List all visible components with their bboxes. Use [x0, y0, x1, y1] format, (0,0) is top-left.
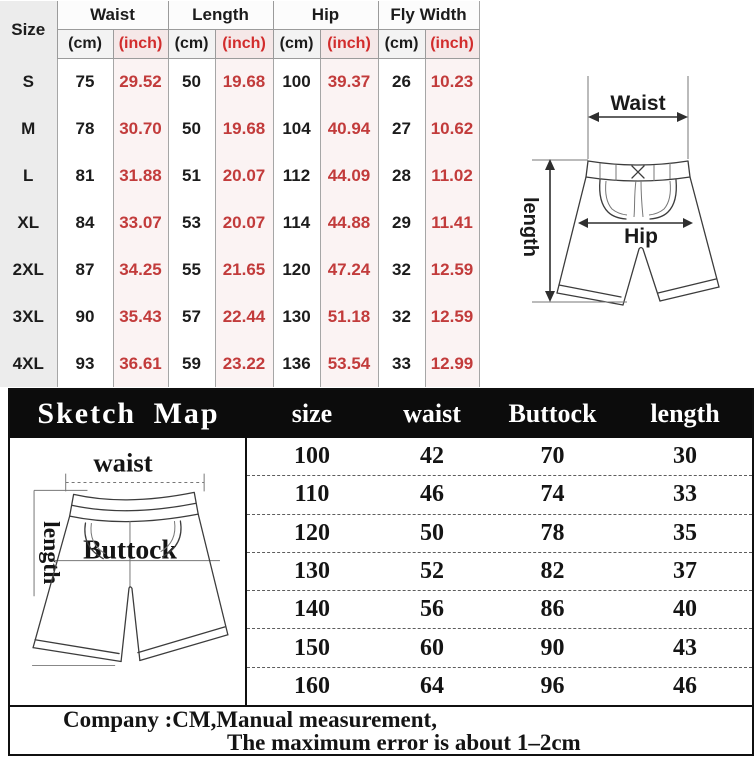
size-value: XL [0, 199, 57, 246]
inch-value: 12.59 [425, 246, 479, 293]
size-value: 140 [294, 596, 330, 623]
size-value: L [0, 152, 57, 199]
cm-value: 114 [273, 199, 320, 246]
size-value: 100 [294, 443, 330, 470]
buttock-value: 78 [540, 519, 565, 546]
size-value: 160 [294, 672, 330, 699]
size-row [0, 105, 479, 152]
size-column-header: Size [0, 1, 57, 58]
length-value: 35 [673, 519, 697, 546]
cm-value: 33 [378, 340, 425, 387]
inch-value: 31.88 [113, 152, 168, 199]
sketch-map-row [247, 629, 752, 667]
footer-line-2: The maximum error is about 1–2cm [227, 730, 581, 755]
waist-value: 50 [420, 519, 444, 546]
size-row [0, 199, 479, 246]
waist-value: 46 [420, 481, 444, 508]
top-table-body [0, 58, 479, 387]
cm-value: 87 [57, 246, 113, 293]
left-hem [33, 640, 121, 662]
waistband-ticks [600, 163, 670, 181]
cm-value: 55 [168, 246, 215, 293]
cm-value: 50 [168, 58, 215, 105]
inch-value: 34.25 [113, 246, 168, 293]
sketch-map-row [247, 668, 752, 705]
inch-value: 20.07 [215, 199, 273, 246]
size-value: 120 [294, 519, 330, 546]
cm-value: 104 [273, 105, 320, 152]
cm-value: 59 [168, 340, 215, 387]
right-pocket [650, 180, 676, 219]
length-value: 46 [673, 672, 697, 699]
waistband [70, 492, 199, 521]
inner-seams [623, 248, 660, 306]
cm-value: 51 [168, 152, 215, 199]
cm-value: 78 [57, 105, 113, 152]
cm-value: 84 [57, 199, 113, 246]
unit-inch-header: (inch) [113, 29, 168, 58]
inch-value: 40.94 [320, 105, 378, 152]
length-group-header: Length [168, 1, 273, 29]
cm-value: 32 [378, 293, 425, 340]
cm-value: 81 [57, 152, 113, 199]
inch-value: 23.22 [215, 340, 273, 387]
size-row [0, 293, 479, 340]
col-header-length: length [650, 399, 720, 428]
left-pocket [600, 180, 626, 219]
size-value: 110 [294, 481, 330, 508]
buttock-value: 74 [540, 481, 565, 508]
sketch-map-row [247, 438, 752, 476]
waist-value: 56 [420, 596, 444, 623]
waist-value: 64 [420, 672, 444, 699]
inch-value: 35.43 [113, 293, 168, 340]
size-row [0, 246, 479, 293]
sketch-map-row [247, 515, 752, 553]
size-value: 150 [294, 634, 330, 661]
unit-cm-header: (cm) [378, 29, 425, 58]
waist-value: 42 [420, 443, 444, 470]
buttock-value: 96 [540, 672, 565, 699]
cm-value: 120 [273, 246, 320, 293]
right-hem [658, 279, 719, 301]
size-value: 4XL [0, 340, 57, 387]
footer-note [10, 705, 752, 754]
unit-inch-header: (inch) [425, 29, 479, 58]
sketch-map-header-bar [10, 390, 752, 438]
col-header-buttock: Buttock [508, 399, 597, 428]
inch-value: 44.88 [320, 199, 378, 246]
cm-value: 29 [378, 199, 425, 246]
cm-value: 93 [57, 340, 113, 387]
col-header-waist: waist [403, 399, 461, 428]
size-value: 3XL [0, 293, 57, 340]
size-value: M [0, 105, 57, 152]
waistband [586, 161, 690, 181]
size-value: 2XL [0, 246, 57, 293]
cm-value: 26 [378, 58, 425, 105]
unit-inch-header: (inch) [215, 29, 273, 58]
waist-value: 52 [420, 557, 444, 584]
cm-value: 32 [378, 246, 425, 293]
inch-value: 51.18 [320, 293, 378, 340]
sketch-map-row [247, 476, 752, 514]
inch-value: 10.62 [425, 105, 479, 152]
unit-cm-header: (cm) [273, 29, 320, 58]
bottom-table-rows [247, 438, 752, 705]
inch-value: 53.54 [320, 340, 378, 387]
cm-value: 50 [168, 105, 215, 152]
cm-value: 90 [57, 293, 113, 340]
length-value: 30 [673, 443, 697, 470]
sketch-map-title: Sketch Map [37, 397, 220, 430]
hip-group-header: Hip [273, 1, 378, 29]
inch-value: 12.99 [425, 340, 479, 387]
unit-cm-header: (cm) [168, 29, 215, 58]
buttock-value: 90 [540, 634, 565, 661]
size-row [0, 58, 479, 105]
drawcord-strings [634, 180, 643, 217]
inch-value: 21.65 [215, 246, 273, 293]
size-row [0, 340, 479, 387]
shorts-sketch-bottom [10, 438, 245, 704]
inner-seams [121, 587, 140, 662]
length-value: 43 [673, 634, 697, 661]
inch-value: 20.07 [215, 152, 273, 199]
right-hem [138, 627, 228, 661]
cm-value: 112 [273, 152, 320, 199]
inch-value: 10.23 [425, 58, 479, 105]
buttock-label: Buttock [83, 533, 177, 565]
inch-value: 19.68 [215, 105, 273, 152]
inch-value: 11.41 [425, 199, 479, 246]
inch-value: 39.37 [320, 58, 378, 105]
drawcord-knot [632, 166, 644, 178]
length-label: length [519, 197, 541, 257]
shorts-sketch-top [484, 66, 756, 332]
cm-value: 100 [273, 58, 320, 105]
buttock-value: 86 [540, 596, 565, 623]
hip-label: Hip [624, 225, 658, 248]
inch-value: 47.24 [320, 246, 378, 293]
cm-value: 136 [273, 340, 320, 387]
cm-value: 28 [378, 152, 425, 199]
size-value: S [0, 58, 57, 105]
length-value: 37 [673, 557, 697, 584]
col-header-size: size [291, 399, 333, 428]
footer-line-1: Company :CM,Manual measurement, [63, 707, 437, 732]
size-value: 130 [294, 557, 330, 584]
waist-group-header: Waist [57, 1, 168, 29]
waist-label: Waist [610, 92, 666, 115]
unit-inch-header: (inch) [320, 29, 378, 58]
sketch-map-panel [8, 388, 754, 756]
cm-value: 27 [378, 105, 425, 152]
size-row [0, 152, 479, 199]
inch-value: 44.09 [320, 152, 378, 199]
buttock-value: 70 [540, 443, 565, 470]
inch-value: 19.68 [215, 58, 273, 105]
inch-value: 29.52 [113, 58, 168, 105]
inch-value: 11.02 [425, 152, 479, 199]
cm-value: 75 [57, 58, 113, 105]
top-size-table [0, 1, 480, 387]
length-value: 33 [673, 481, 697, 508]
inch-value: 12.59 [425, 293, 479, 340]
cm-value: 57 [168, 293, 215, 340]
sketch-map-row [247, 591, 752, 629]
waist-value: 60 [420, 634, 444, 661]
length-value: 40 [673, 596, 697, 623]
length-label: length [37, 521, 64, 585]
cm-value: 53 [168, 199, 215, 246]
inch-value: 36.61 [113, 340, 168, 387]
sketch-map-row [247, 553, 752, 591]
inch-value: 22.44 [215, 293, 273, 340]
waist-label: waist [93, 447, 153, 478]
unit-cm-header: (cm) [57, 29, 113, 58]
buttock-value: 82 [540, 557, 565, 584]
inch-value: 30.70 [113, 105, 168, 152]
length-end-bars [532, 160, 627, 302]
inch-value: 33.07 [113, 199, 168, 246]
cm-value: 130 [273, 293, 320, 340]
fly-width-group-header: Fly Width [378, 1, 479, 29]
shorts-sketch-bottom-cell [10, 438, 247, 705]
